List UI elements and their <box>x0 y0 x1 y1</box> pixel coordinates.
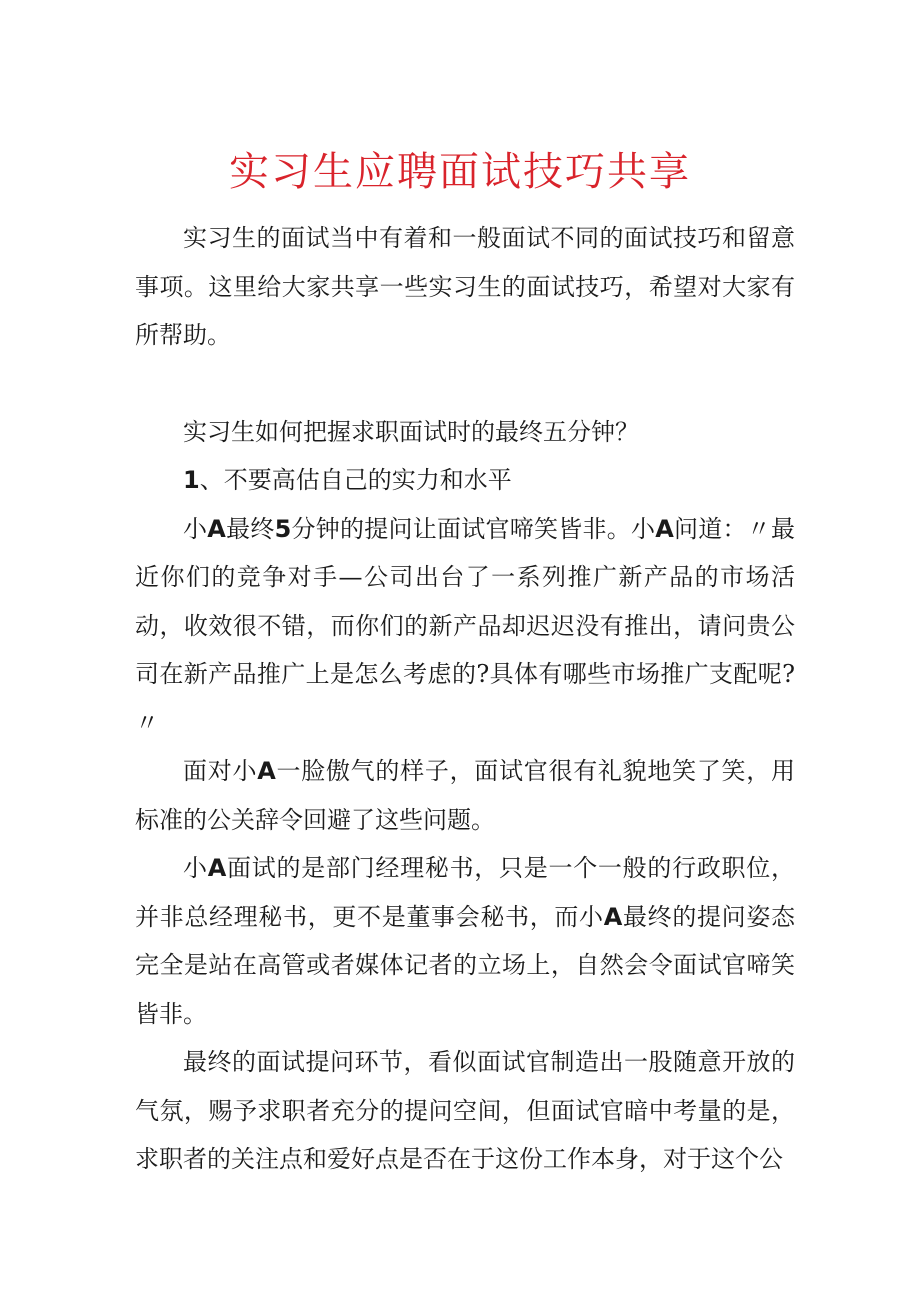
text-segment: 问道：〃最近你们的竞争对手—公司出台了一系列推广新产品的市场活动，收效很不错，而你们的新产品却迟迟没有推出，请问贵公司在新产品推广上是怎么考虑的?具体有哪些市场推广支配呢?〃 <box>135 514 796 737</box>
paragraph-2 <box>135 747 795 844</box>
paragraph-3 <box>135 844 795 1038</box>
document-body <box>135 214 795 1184</box>
text-segment: 面对小 <box>183 757 258 785</box>
text-segment: 最终的提问姿态完全是站在高管或者媒体记者的立场上，自然会令面试官啼笑皆非。 <box>135 902 796 1028</box>
text-segment: 小 <box>183 514 208 543</box>
bold-segment: A <box>603 902 623 931</box>
bold-segment: A <box>207 854 227 882</box>
question-paragraph: 实习生如何把握求职面试时的最终五分钟？ <box>183 417 639 446</box>
paragraph-4: 最终的面试提问环节，看似面试官制造出一股随意开放的气氛，赐予求职者充分的提问空间，但面试官暗中考量的是，求职者的关注点和爱好点是否在于这份工作本身，对于这个公 <box>135 1048 795 1173</box>
bold-segment: A <box>257 757 276 785</box>
section-heading <box>135 456 795 505</box>
paragraph-1 <box>135 505 795 748</box>
bold-segment: A <box>655 514 674 543</box>
heading-text: 、不要高估自己的实力和水平 <box>199 466 512 494</box>
document-title: 实习生应聘面试技巧共享 <box>229 149 691 195</box>
heading-number: 1 <box>183 466 200 494</box>
text-segment: 小 <box>183 854 208 882</box>
text-segment: 面试的是部门经理秘书，只是一个一般的行政职位，并非总经理秘书，更不是董事会秘书，而小 <box>135 854 796 931</box>
text-segment: 一脸傲气的样子，面试官很有礼貌地笑了笑，用标准的公关辞令回避了这些问题。 <box>135 757 796 834</box>
bold-segment: 5 <box>274 514 292 543</box>
text-segment: 分钟的提问让面试官啼笑皆非。小 <box>291 514 656 543</box>
bold-segment: A <box>207 514 226 543</box>
intro-paragraph: 实习生的面试当中有着和一般面试不同的面试技巧和留意事项。这里给大家共享一些实习生的面试技巧，希望对大家有所帮助。 <box>135 224 795 349</box>
text-segment: 最终 <box>225 514 275 543</box>
